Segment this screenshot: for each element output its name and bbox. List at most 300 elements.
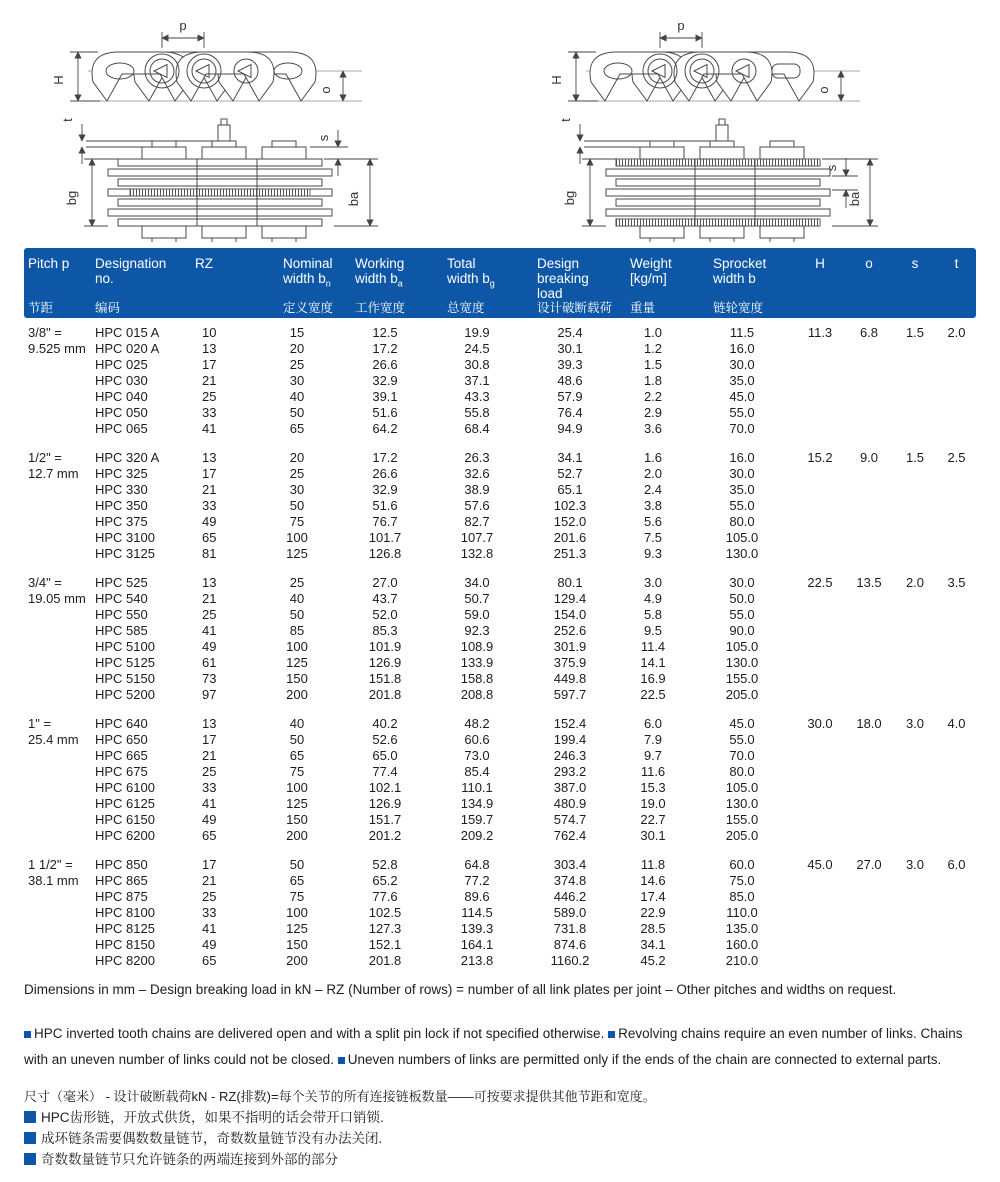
group-rows — [94, 450, 976, 562]
table-cell: HPC 8200 — [95, 953, 155, 968]
table-cell-dim — [937, 796, 976, 812]
table-cell: 6.0 — [643, 716, 663, 731]
pitch-line: 12.7 mm — [28, 466, 79, 481]
table-cell: 51.6 — [372, 405, 398, 420]
table-cell: 5.6 — [643, 514, 663, 529]
table-cell: 126.9 — [368, 655, 402, 670]
table-cell-dim — [795, 780, 845, 796]
bullet-square-icon — [24, 1111, 36, 1123]
table-cell: 13 — [202, 575, 217, 590]
table-cell: HPC 6200 — [95, 828, 155, 843]
table-cell: 26.6 — [372, 466, 398, 481]
table-cell-dim: 27.0 — [856, 857, 882, 872]
table-row — [94, 466, 976, 482]
table-cell: 14.1 — [640, 655, 666, 670]
table-cell-dim — [795, 921, 845, 937]
table-cell: 293.2 — [553, 764, 587, 779]
table-cell: HPC 330 — [95, 482, 148, 497]
table-cell: 65 — [289, 873, 305, 888]
table-cell: 75.0 — [729, 873, 755, 888]
col-header-t: t — [954, 256, 959, 271]
table-cell: HPC 030 — [95, 373, 148, 388]
table-cell-dim — [893, 466, 937, 482]
table-cell-dim — [845, 373, 893, 389]
table-cell-dim — [937, 780, 976, 796]
table-cell: 20 — [289, 450, 305, 465]
table-row — [94, 732, 976, 748]
table-body — [24, 318, 976, 969]
chain-diagram-serrated — [528, 18, 968, 242]
table-cell: 100 — [286, 780, 308, 795]
table-cell: 3.8 — [643, 498, 663, 513]
table-cell-dim — [845, 732, 893, 748]
table-cell-dim — [795, 873, 845, 889]
group-rows — [94, 575, 976, 703]
table-cell: HPC 8100 — [95, 905, 155, 920]
table-cell-dim — [937, 530, 976, 546]
table-cell-dim — [795, 591, 845, 607]
table-cell-dim: 4.0 — [947, 716, 966, 731]
table-cell-dim — [937, 405, 976, 421]
table-cell: 81 — [202, 546, 217, 561]
table-cell: 105.0 — [725, 530, 759, 545]
table-row — [94, 373, 976, 389]
table-cell: 49 — [202, 514, 217, 529]
table-cell: 17.4 — [640, 889, 666, 904]
table-cell: 164.1 — [460, 937, 494, 952]
table-cell: 205.0 — [725, 687, 759, 702]
table-cell-dim — [893, 373, 937, 389]
table-cell-dim — [795, 953, 845, 969]
table-cell: 2.0 — [643, 466, 663, 481]
table-cell: 90.0 — [729, 623, 755, 638]
table-cell-dim — [937, 889, 976, 905]
col-header-s: s — [911, 256, 919, 271]
table-row — [94, 655, 976, 671]
table-cell: 80.1 — [557, 575, 583, 590]
table-cell: 110.1 — [461, 780, 493, 795]
table-cell-dim — [845, 607, 893, 623]
table-cell: 21 — [202, 482, 217, 497]
table-cell-dim — [893, 937, 937, 953]
table-cell: 50 — [289, 498, 305, 513]
table-cell-dim — [795, 639, 845, 655]
table-cell-dim: 2.5 — [947, 450, 966, 465]
table-cell: HPC 8150 — [95, 937, 155, 952]
table-cell: 130.0 — [725, 796, 759, 811]
table-row — [94, 780, 976, 796]
table-cell: 33 — [202, 780, 217, 795]
bullet-square-icon — [24, 1132, 36, 1144]
table-cell-dim — [937, 607, 976, 623]
table-cell: 246.3 — [553, 748, 587, 763]
table-cell-dim — [937, 591, 976, 607]
table-cell-dim — [845, 514, 893, 530]
table-cell: 13 — [202, 450, 217, 465]
table-cell-dim — [795, 905, 845, 921]
table-row — [94, 607, 976, 623]
group-rows — [94, 325, 976, 437]
table-row — [94, 796, 976, 812]
table-cell: 17.2 — [372, 341, 398, 356]
table-cell-dim: 2.0 — [947, 325, 966, 340]
table-cell: 130.0 — [725, 546, 759, 561]
table-cell: 1.6 — [643, 450, 663, 465]
table-cell: 21 — [202, 373, 217, 388]
table-cell: 201.8 — [368, 953, 402, 968]
table-cell: 205.0 — [725, 828, 759, 843]
table-cell: HPC 050 — [95, 405, 148, 420]
table-row — [94, 889, 976, 905]
table-cell: 45.0 — [729, 389, 755, 404]
table-cell: 61 — [202, 655, 217, 670]
table-cell: 27.0 — [372, 575, 398, 590]
table-cell: 76.7 — [372, 514, 398, 529]
dim-label-ba: ba — [346, 191, 361, 207]
table-row — [94, 828, 976, 844]
footnote-zh-bullet: HPC齿形链，开放式供货，如果不指明的话会带开口销锁. — [24, 1107, 976, 1128]
col-header-rz: RZ — [195, 256, 213, 271]
footnote-zh-bullet: 成环链条需要偶数数量链节，奇数数量链节没有办法关闭. — [24, 1128, 976, 1149]
table-cell-dim — [795, 732, 845, 748]
table-cell: 301.9 — [553, 639, 587, 654]
table-cell-dim — [937, 655, 976, 671]
table-cell: 303.4 — [553, 857, 587, 872]
table-cell: 55.0 — [729, 498, 755, 513]
table-cell-dim — [893, 764, 937, 780]
table-cell-dim — [893, 780, 937, 796]
table-cell: 26.6 — [372, 357, 398, 372]
table-cell: 731.8 — [553, 921, 587, 936]
table-cell-dim — [845, 889, 893, 905]
table-cell: 129.4 — [553, 591, 587, 606]
table-cell-dim — [845, 796, 893, 812]
table-cell: 24.5 — [464, 341, 490, 356]
table-row — [94, 921, 976, 937]
table-row — [94, 953, 976, 969]
table-cell: 30.0 — [729, 575, 755, 590]
table-cell-dim — [893, 591, 937, 607]
table-cell-dim — [937, 482, 976, 498]
table-cell: HPC 650 — [95, 732, 148, 747]
table-cell-dim — [795, 812, 845, 828]
table-cell-dim — [893, 905, 937, 921]
table-cell-dim — [937, 873, 976, 889]
footnote-en: Dimensions in mm – Design breaking load in kN – RZ (Number of rows) = number of all link plates per joint – Other pitches and widths on request. — [24, 982, 897, 997]
table-cell: 26.3 — [464, 450, 490, 465]
group-rows — [94, 716, 976, 844]
table-cell-dim — [937, 748, 976, 764]
table-cell: 17 — [202, 357, 217, 372]
table-cell: 34.1 — [557, 450, 583, 465]
table-cell: 2.9 — [643, 405, 663, 420]
table-cell-dim — [845, 671, 893, 687]
table-cell: HPC 640 — [95, 716, 148, 731]
table-cell: 102.5 — [368, 905, 402, 920]
table-cell: 105.0 — [725, 639, 759, 654]
table-cell: 52.6 — [372, 732, 398, 747]
table-cell: 32.6 — [464, 466, 490, 481]
group-rows — [94, 857, 976, 969]
table-cell-dim — [937, 687, 976, 703]
table-cell: 33 — [202, 905, 217, 920]
table-cell-dim — [937, 514, 976, 530]
table-cell-dim: 3.0 — [905, 857, 925, 872]
table-cell-dim — [937, 905, 976, 921]
table-cell: 9.5 — [643, 623, 663, 638]
pitch-label — [24, 857, 94, 969]
table-row — [94, 341, 976, 357]
table-cell-dim — [937, 623, 976, 639]
table-cell-dim — [893, 357, 937, 373]
bullet-square-icon — [24, 1031, 31, 1038]
table-cell-dim — [795, 607, 845, 623]
table-cell: 107.7 — [460, 530, 494, 545]
dim-label-bg: bg — [562, 190, 577, 206]
table-cell: HPC 875 — [95, 889, 148, 904]
table-cell-dim — [795, 655, 845, 671]
table-cell: 50 — [289, 405, 305, 420]
table-cell-dim — [893, 671, 937, 687]
table-cell-dim — [845, 482, 893, 498]
table-cell: 574.7 — [553, 812, 587, 827]
table-cell: 30.0 — [729, 357, 755, 372]
table-cell: 40 — [289, 591, 305, 606]
table-cell-dim — [845, 623, 893, 639]
table-cell: 17 — [202, 732, 217, 747]
table-cell: 13 — [202, 341, 217, 356]
table-cell: 50 — [289, 857, 305, 872]
table-row — [94, 687, 976, 703]
table-cell: HPC 5100 — [95, 639, 155, 654]
table-cell: 209.2 — [460, 828, 494, 843]
table-cell: 76.4 — [557, 405, 583, 420]
table-group — [24, 857, 976, 969]
table-cell-dim: 6.0 — [947, 857, 966, 872]
table-cell: 130.0 — [725, 655, 759, 670]
table-cell-dim — [937, 828, 976, 844]
table-row — [94, 873, 976, 889]
table-cell: 126.8 — [368, 546, 402, 561]
table-cell: 7.9 — [643, 732, 663, 747]
chain-diagram-plain — [30, 18, 470, 242]
table-cell-dim — [937, 764, 976, 780]
table-cell: 43.7 — [372, 591, 398, 606]
table-cell: 201.2 — [368, 828, 402, 843]
col-header-total-width: Total width $b_g$ 总宽度 — [447, 256, 495, 315]
table-cell: HPC 015 A — [95, 325, 160, 340]
table-cell-dim — [845, 905, 893, 921]
table-row — [94, 857, 976, 873]
table-cell: 449.8 — [553, 671, 587, 686]
table-row — [94, 514, 976, 530]
table-cell: 92.3 — [464, 623, 490, 638]
table-row — [94, 639, 976, 655]
table-cell-dim — [893, 607, 937, 623]
table-cell-dim — [795, 937, 845, 953]
table-cell-dim — [893, 546, 937, 562]
table-cell: 387.0 — [553, 780, 587, 795]
table-cell: 35.0 — [729, 373, 755, 388]
dim-label-ba: ba — [847, 191, 862, 207]
bullets-zh — [24, 1107, 976, 1170]
table-cell: 135.0 — [725, 921, 759, 936]
table-cell-dim — [937, 341, 976, 357]
table-cell: 65.2 — [372, 873, 398, 888]
table-cell: 201.6 — [553, 530, 587, 545]
table-cell: 50 — [289, 732, 305, 747]
table-cell: 55.0 — [729, 607, 755, 622]
table-cell-dim — [845, 421, 893, 437]
table-cell: 52.0 — [372, 607, 398, 622]
table-cell: 41 — [202, 421, 217, 436]
table-cell-dim — [795, 421, 845, 437]
table-cell: HPC 3125 — [95, 546, 155, 561]
table-cell: 85 — [289, 623, 305, 638]
table-cell-dim: 6.8 — [859, 325, 879, 340]
table-cell: 75 — [289, 764, 305, 779]
table-cell: 30.1 — [640, 828, 666, 843]
col-header-breaking-load: Design breaking load 设计破断载荷 — [537, 256, 613, 315]
table-cell: 85.4 — [464, 764, 490, 779]
table-row — [94, 575, 976, 591]
table-cell: 1.0 — [643, 325, 663, 340]
table-cell: HPC 585 — [95, 623, 148, 638]
table-cell-dim — [893, 389, 937, 405]
table-cell-dim — [893, 687, 937, 703]
table-cell-dim — [845, 466, 893, 482]
col-header-o: o — [865, 256, 873, 271]
table-cell-dim — [845, 639, 893, 655]
table-cell: 40 — [289, 716, 305, 731]
table-cell: 57.9 — [557, 389, 583, 404]
table-cell: 125 — [286, 796, 308, 811]
table-cell: 25 — [202, 764, 217, 779]
table-cell: 64.2 — [372, 421, 398, 436]
table-cell: 4.9 — [643, 591, 663, 606]
table-cell: 1.8 — [643, 373, 663, 388]
table-cell: 70.0 — [729, 748, 755, 763]
table-cell: 21 — [202, 591, 217, 606]
table-cell-dim — [795, 828, 845, 844]
table-cell: 41 — [202, 921, 217, 936]
table-cell: 480.9 — [553, 796, 587, 811]
table-cell: 125 — [286, 655, 308, 670]
table-cell-dim — [845, 748, 893, 764]
table-cell-dim — [845, 812, 893, 828]
footnote-zh-bullet: 奇数数量链节只允许链条的两端连接到外部的部分 — [24, 1149, 976, 1170]
pitch-line: 19.05 mm — [28, 591, 86, 606]
table-cell: 22.5 — [640, 687, 666, 702]
table-cell: 65 — [289, 421, 305, 436]
table-cell: 85.3 — [372, 623, 398, 638]
table-cell: 7.5 — [643, 530, 663, 545]
table-cell: 15 — [289, 325, 305, 340]
table-cell: 251.3 — [553, 546, 587, 561]
table-cell: 17.2 — [372, 450, 398, 465]
table-cell-dim — [845, 873, 893, 889]
table-row — [94, 671, 976, 687]
table-cell-dim — [845, 764, 893, 780]
table-cell-dim — [893, 953, 937, 969]
table-cell-dim — [845, 546, 893, 562]
table-cell: 133.9 — [460, 655, 494, 670]
table-cell: 77.6 — [372, 889, 398, 904]
col-header-designation: Designation no. 编码 — [95, 256, 167, 315]
table-cell: 213.8 — [460, 953, 494, 968]
table-cell: 33 — [202, 498, 217, 513]
table-cell-dim — [893, 498, 937, 514]
table-cell: HPC 025 — [95, 357, 148, 372]
table-row — [94, 482, 976, 498]
table-cell: 159.7 — [460, 812, 494, 827]
table-cell: 11.4 — [640, 639, 666, 654]
table-cell: HPC 320 A — [95, 450, 160, 465]
table-cell: 35.0 — [729, 482, 755, 497]
pitch-line: 3/4" = — [28, 575, 62, 590]
table-cell: 51.6 — [372, 498, 398, 513]
table-cell: HPC 550 — [95, 607, 148, 622]
table-cell: 50.7 — [464, 591, 490, 606]
table-cell: 200 — [286, 687, 308, 702]
table-cell: 3.6 — [643, 421, 663, 436]
table-cell: 68.4 — [464, 421, 490, 436]
table-cell: 48.6 — [557, 373, 583, 388]
table-cell-dim — [893, 530, 937, 546]
table-cell: 210.0 — [725, 953, 759, 968]
table-cell-dim — [795, 466, 845, 482]
table-cell: HPC 350 — [95, 498, 148, 513]
table-cell-dim — [893, 623, 937, 639]
table-cell-dim — [845, 780, 893, 796]
table-cell-dim — [795, 687, 845, 703]
table-cell: 21 — [202, 873, 217, 888]
table-cell: 60.0 — [729, 857, 755, 872]
table-cell: 125 — [286, 546, 308, 561]
table-cell: 85.0 — [729, 889, 755, 904]
table-cell: 49 — [202, 639, 217, 654]
table-cell: 155.0 — [725, 671, 759, 686]
table-cell-dim — [937, 732, 976, 748]
pitch-label — [24, 450, 94, 562]
table-cell-dim — [893, 421, 937, 437]
table-group — [24, 716, 976, 844]
table-row — [94, 546, 976, 562]
table-cell: 30.1 — [557, 341, 583, 356]
table-cell: 25 — [202, 389, 217, 404]
table-cell-dim — [893, 921, 937, 937]
table-cell: 41 — [202, 796, 217, 811]
table-row — [94, 389, 976, 405]
table-cell: HPC 020 A — [95, 341, 160, 356]
table-cell-dim — [937, 671, 976, 687]
table-cell-dim — [893, 796, 937, 812]
table-cell: 17 — [202, 466, 217, 481]
table-cell: 39.1 — [372, 389, 398, 404]
table-cell: 9.7 — [643, 748, 663, 763]
table-cell-dim: 2.0 — [905, 575, 925, 590]
table-cell: 25.4 — [557, 325, 583, 340]
col-header-H: H — [815, 256, 825, 271]
table-cell: HPC 5150 — [95, 671, 155, 686]
table-cell: 105.0 — [725, 780, 759, 795]
table-cell: 30 — [289, 482, 305, 497]
table-row — [94, 405, 976, 421]
table-cell: 12.5 — [372, 325, 398, 340]
table-row — [94, 325, 976, 341]
table-cell-dim — [795, 357, 845, 373]
table-cell: HPC 325 — [95, 466, 148, 481]
